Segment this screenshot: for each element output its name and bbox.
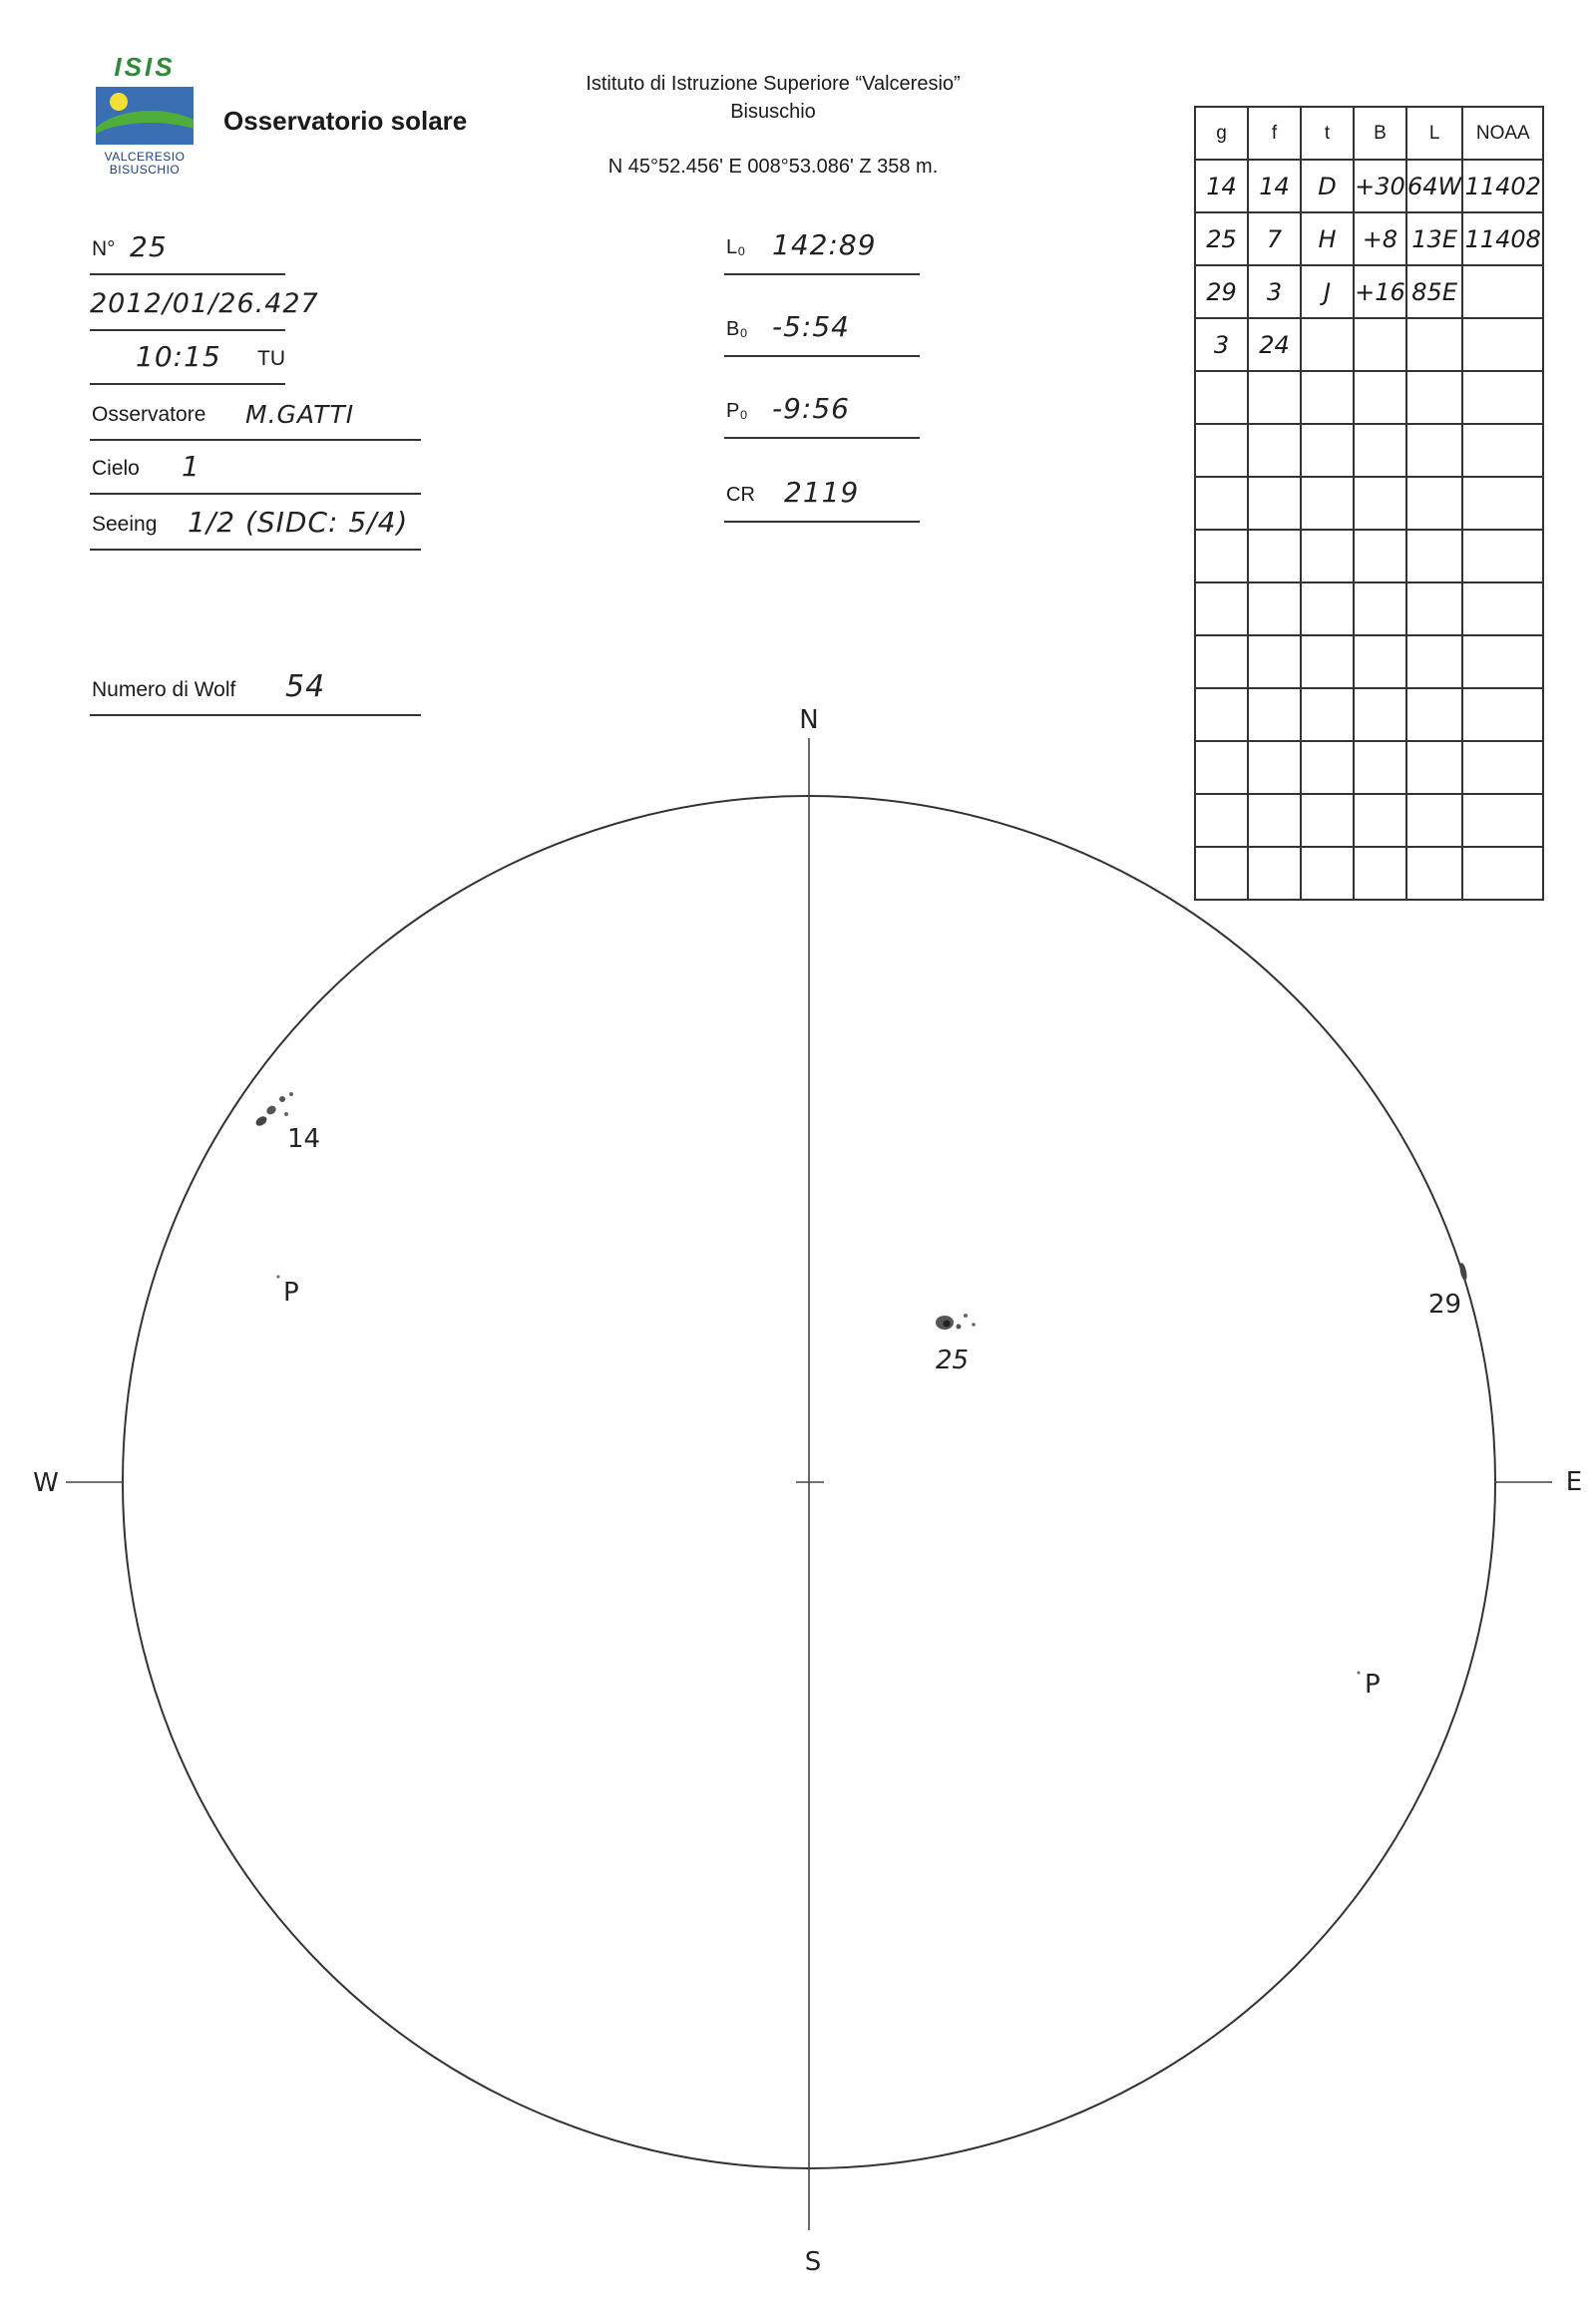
table-cell: 11402 (1462, 160, 1543, 212)
site-coordinates: N 45°52.456' E 008°53.086' Z 358 m. (607, 156, 939, 178)
facula-label: P (283, 1278, 299, 1308)
observer-label: Osservatore (92, 403, 206, 426)
l0-value: 142:89 (772, 228, 877, 261)
sky-label: Cielo (92, 457, 140, 480)
sunspot (284, 1112, 288, 1116)
north-label: N (799, 705, 819, 735)
table-cell: 64W (1406, 160, 1462, 212)
table-cell: 14 (1248, 160, 1301, 212)
table-header-cell: g (1195, 107, 1248, 160)
logo-subtitle-line1: VALCERESIO (104, 150, 186, 164)
table-cell: 11408 (1462, 212, 1543, 265)
sunspot (957, 1325, 962, 1330)
p0-value: -9:56 (772, 392, 850, 425)
table-cell: H (1301, 212, 1354, 265)
sunspot-group-14 (254, 1092, 320, 1154)
table-cell: D (1301, 160, 1354, 212)
table-cell: 7 (1248, 212, 1301, 265)
l0-label: L₀ (726, 236, 746, 258)
institute-line1: Istituto di Istruzione Superiore “Valceresio” (586, 73, 961, 95)
facula-mark-1 (277, 1276, 299, 1309)
table-cell: J (1301, 265, 1354, 318)
table-cell: 24 (1248, 318, 1301, 371)
table-header-cell: B (1354, 107, 1406, 160)
wolf-number-label: Numero di Wolf (92, 678, 236, 701)
sky-value: 1 (182, 450, 200, 483)
time-unit-label: TU (257, 347, 285, 370)
p0-label: P₀ (726, 400, 748, 422)
sunspot (964, 1314, 968, 1318)
sunspot-group-label: 25 (936, 1346, 970, 1375)
institute-line2: Bisuschio (730, 101, 816, 123)
table-header-cell: t (1301, 107, 1354, 160)
table-cell: 85E (1406, 265, 1462, 318)
b0-label: B₀ (726, 318, 748, 340)
sunspot (254, 1114, 268, 1127)
observation-number-value: 25 (130, 230, 168, 263)
table-header-cell: L (1406, 107, 1462, 160)
facula-dot (1358, 1672, 1361, 1675)
table-header-cell: f (1248, 107, 1301, 160)
sunspot (289, 1092, 293, 1096)
table-cell: 25 (1195, 212, 1248, 265)
logo-wordmark: ISIS (114, 52, 176, 82)
sunspot-group-label: 29 (1428, 1290, 1462, 1320)
south-label: S (804, 2247, 822, 2277)
table-cell: +16 (1354, 265, 1406, 318)
west-label: W (33, 1468, 59, 1498)
seeing-value: 1/2 (SIDC: 5/4) (188, 506, 409, 539)
sunspot (972, 1323, 976, 1327)
logo-subtitle-line2: BISUSCHIO (109, 163, 181, 177)
table-cell: +8 (1354, 212, 1406, 265)
time-value: 10:15 (136, 340, 221, 373)
table-cell: 29 (1195, 265, 1248, 318)
table-cell: +30 (1354, 160, 1406, 212)
sunspot-umbra (944, 1321, 951, 1328)
sunspot-group-29 (1428, 1263, 1468, 1320)
observation-number-label: N° (92, 237, 116, 260)
east-label: E (1565, 1467, 1583, 1497)
wolf-number-value: 54 (285, 669, 326, 704)
sunspot (265, 1104, 278, 1116)
table-cell: 14 (1195, 160, 1248, 212)
observatory-title: Osservatorio solare (223, 106, 468, 136)
carrington-rotation-label: CR (726, 484, 755, 506)
facula-mark-2 (1358, 1670, 1381, 1700)
carrington-rotation-value: 2119 (784, 476, 860, 509)
table-cell: 3 (1195, 318, 1248, 371)
table-header-cell: NOAA (1462, 107, 1543, 160)
b0-value: -5:54 (772, 310, 850, 343)
seeing-label: Seeing (92, 513, 158, 536)
table-cell: 13E (1406, 212, 1462, 265)
facula-dot (277, 1276, 280, 1279)
table-cell: 3 (1248, 265, 1301, 318)
sunspot (279, 1096, 285, 1102)
facula-label: P (1365, 1670, 1381, 1700)
sunspot-group-label: 14 (287, 1124, 321, 1154)
date-value: 2012/01/26.427 (90, 288, 319, 319)
observer-value: M.GATTI (245, 400, 355, 429)
sunspot-group-25 (936, 1314, 976, 1375)
